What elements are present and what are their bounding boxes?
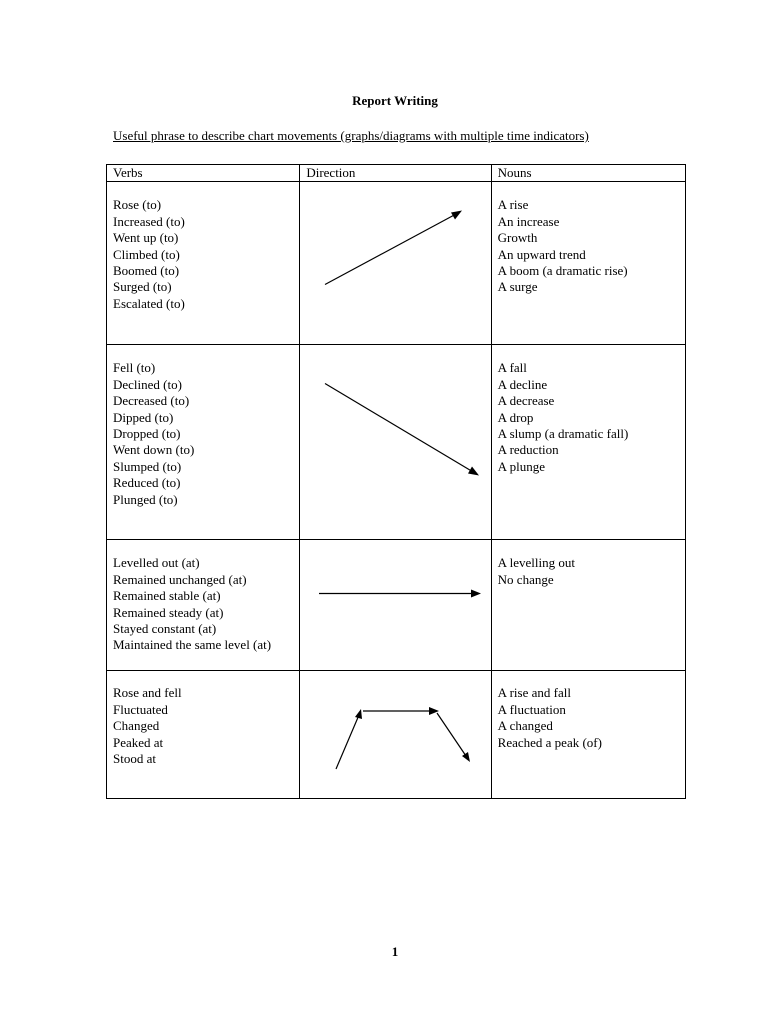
list-item: A rise and fall bbox=[497, 685, 571, 701]
list-item: A fall bbox=[497, 360, 527, 376]
list-item: Slumped (to) bbox=[113, 458, 182, 474]
list-item: A surge bbox=[497, 279, 538, 295]
list-item: Surged (to) bbox=[113, 279, 172, 295]
list-item: Fluctuated bbox=[113, 701, 168, 717]
list-item: Peaked at bbox=[113, 734, 164, 750]
list-item: Fell (to) bbox=[113, 360, 156, 376]
nouns-cell bbox=[491, 671, 685, 799]
list-item: A reduction bbox=[497, 442, 559, 458]
list-item: A changed bbox=[497, 718, 553, 734]
direction-cell bbox=[300, 540, 491, 671]
nouns-cell bbox=[491, 345, 685, 540]
list-item: Went down (to) bbox=[113, 442, 195, 458]
list-item: Dipped (to) bbox=[113, 409, 174, 425]
page-subtitle: Useful phrase to describe chart movements (graphs/diagrams with multiple time indicators) bbox=[113, 128, 589, 143]
verbs-cell bbox=[107, 671, 300, 799]
list-item: A rise bbox=[497, 197, 529, 213]
rise-and-fall-arrow-icon bbox=[300, 671, 491, 798]
list-item: A levelling out bbox=[497, 555, 575, 571]
nouns-column-header: Nouns bbox=[491, 165, 685, 182]
list-item: A drop bbox=[497, 409, 534, 425]
nouns-list bbox=[498, 197, 679, 295]
verbs-cell bbox=[107, 182, 300, 345]
nouns-cell bbox=[491, 540, 685, 671]
verbs-column-header: Verbs bbox=[107, 165, 300, 182]
verbs-list bbox=[113, 685, 293, 767]
verbs-list bbox=[113, 555, 293, 653]
direction-cell bbox=[300, 671, 491, 799]
list-item: Dropped (to) bbox=[113, 426, 181, 442]
list-item: A slump (a dramatic fall) bbox=[497, 426, 629, 442]
list-item: Growth bbox=[497, 230, 538, 246]
list-item: A decline bbox=[497, 376, 548, 392]
list-item: Remained steady (at) bbox=[113, 604, 224, 620]
list-item: Plunged (to) bbox=[113, 491, 178, 507]
list-item: A boom (a dramatic rise) bbox=[497, 263, 628, 279]
verbs-cell bbox=[107, 540, 300, 671]
direction-cell bbox=[300, 182, 491, 345]
verbs-list bbox=[113, 360, 293, 508]
list-item: Escalated (to) bbox=[113, 295, 185, 311]
list-item: An upward trend bbox=[497, 246, 586, 262]
nouns-list bbox=[498, 685, 679, 751]
downward-arrow-icon bbox=[300, 345, 491, 539]
list-item: Remained stable (at) bbox=[113, 588, 221, 604]
list-item: Changed bbox=[113, 718, 160, 734]
nouns-list bbox=[498, 555, 679, 588]
list-item: No change bbox=[497, 571, 554, 587]
verbs-cell bbox=[107, 345, 300, 540]
verbs-list bbox=[113, 197, 293, 312]
horizontal-arrow-icon bbox=[300, 540, 491, 670]
table-row bbox=[107, 671, 686, 799]
list-item: Boomed (to) bbox=[113, 263, 180, 279]
list-item: Declined (to) bbox=[113, 376, 182, 392]
list-item: Maintained the same level (at) bbox=[113, 637, 272, 653]
table-row bbox=[107, 540, 686, 671]
list-item: Decreased (to) bbox=[113, 393, 190, 409]
list-item: Levelled out (at) bbox=[113, 555, 200, 571]
table-header-row bbox=[107, 165, 686, 182]
direction-cell bbox=[300, 345, 491, 540]
list-item: Went up (to) bbox=[113, 230, 179, 246]
list-item: Rose (to) bbox=[113, 197, 162, 213]
list-item: Rose and fell bbox=[113, 685, 182, 701]
list-item: A decrease bbox=[497, 393, 555, 409]
direction-column-header: Direction bbox=[300, 165, 491, 182]
nouns-list bbox=[498, 360, 679, 475]
list-item: Stood at bbox=[113, 751, 156, 767]
chart-movement-phrases-table bbox=[106, 164, 686, 799]
upward-arrow-icon bbox=[300, 182, 491, 344]
nouns-cell bbox=[491, 182, 685, 345]
list-item: Remained unchanged (at) bbox=[113, 571, 247, 587]
list-item: Climbed (to) bbox=[113, 246, 180, 262]
list-item: An increase bbox=[497, 213, 560, 229]
page-title: Report Writing bbox=[352, 93, 438, 108]
list-item: Stayed constant (at) bbox=[113, 621, 217, 637]
list-item: Reduced (to) bbox=[113, 475, 181, 491]
table-row bbox=[107, 182, 686, 345]
table-row bbox=[107, 345, 686, 540]
list-item: A fluctuation bbox=[497, 701, 566, 717]
list-item: Increased (to) bbox=[113, 213, 185, 229]
page-number: 1 bbox=[391, 944, 399, 959]
list-item: Reached a peak (of) bbox=[497, 734, 602, 750]
list-item: A plunge bbox=[497, 458, 545, 474]
